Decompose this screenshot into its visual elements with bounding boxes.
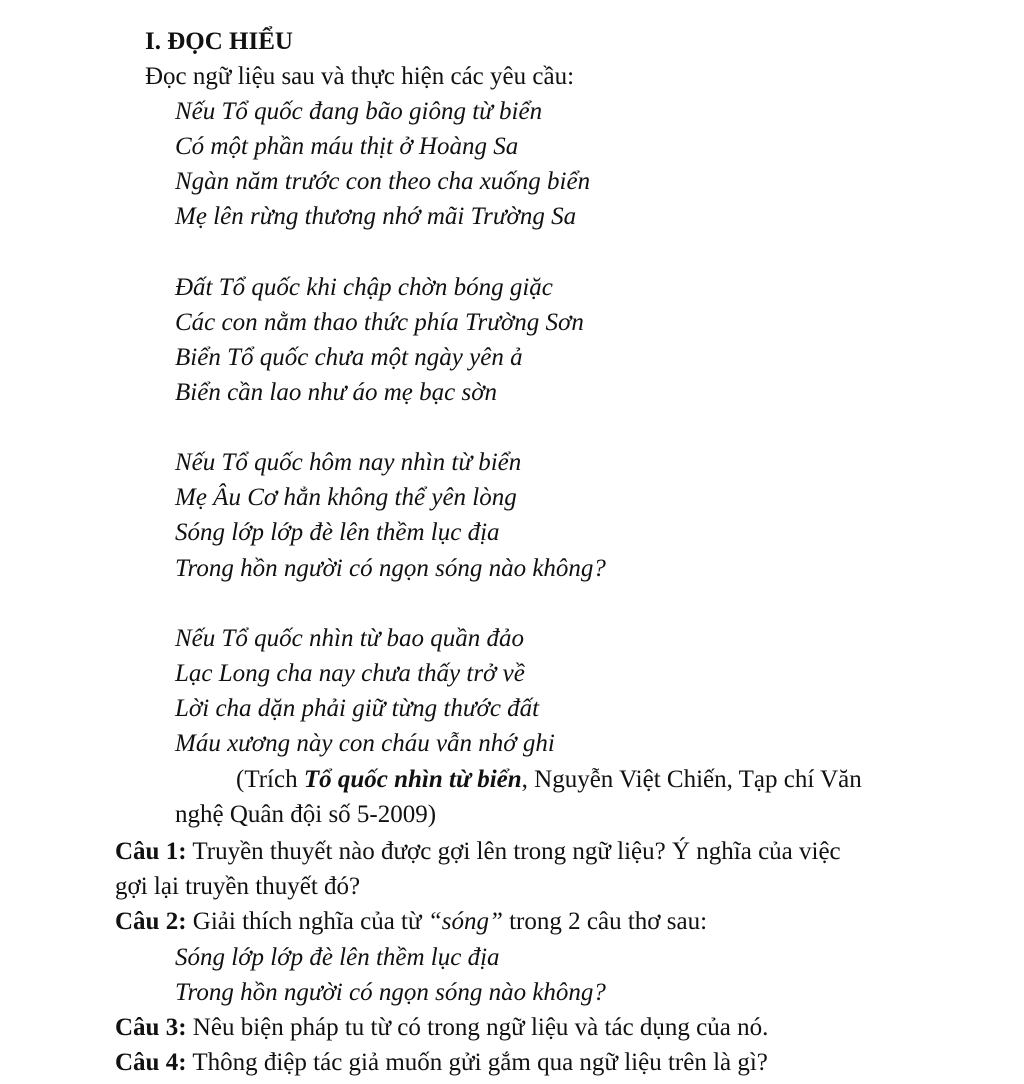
poem-line: Trong hồn người có ngọn sóng nào không? <box>175 555 606 582</box>
citation-line-2: nghệ Quân đội số 5-2009) <box>175 801 437 828</box>
instruction-text: Đọc ngữ liệu sau và thực hiện các yêu cầu: <box>145 63 575 90</box>
poem-line: Biển cần lao như áo mẹ bạc sờn <box>175 379 498 406</box>
poem-line: Đất Tổ quốc khi chập chờn bóng giặc <box>175 274 553 301</box>
question-2 <box>115 907 707 937</box>
question-label: Câu 1: <box>115 838 187 865</box>
poem-line: Lạc Long cha nay chưa thấy trở về <box>175 660 525 687</box>
question-text: Giải thích nghĩa của từ <box>186 908 428 935</box>
question-text: Thông điệp tác giả muốn gửi gắm qua ngữ liệu trên là gì? <box>186 1049 768 1076</box>
poem-line: Mẹ lên rừng thương nhớ mãi Trường Sa <box>175 203 577 230</box>
question-text: Nêu biện pháp tu từ có trong ngữ liệu và tác dụng của nó. <box>186 1014 769 1041</box>
question-text: Truyền thuyết nào được gợi lên trong ngữ liệu? Ý nghĩa của việc <box>186 838 841 865</box>
question-label: Câu 4: <box>115 1049 187 1076</box>
poem-line: Các con nằm thao thức phía Trường Sơn <box>175 309 584 336</box>
citation-suffix: , Nguyễn Việt Chiến, Tạp chí Văn <box>521 766 862 793</box>
poem-line: Nếu Tổ quốc hôm nay nhìn từ biển <box>175 449 522 476</box>
citation <box>236 765 862 795</box>
question-label: Câu 3: <box>115 1014 187 1041</box>
question-label: Câu 2: <box>115 908 187 935</box>
poem-line: Biển Tổ quốc chưa một ngày yên ả <box>175 344 523 371</box>
citation-work-title: Tổ quốc nhìn từ biển <box>303 766 522 793</box>
poem-line: Máu xương này con cháu vẫn nhớ ghi <box>175 730 555 757</box>
poem-line: Lời cha dặn phải giữ từng thước đất <box>175 695 540 722</box>
question-text: trong 2 câu thơ sau: <box>502 908 708 935</box>
poem-line: Nếu Tổ quốc đang bão giông từ biển <box>175 98 543 125</box>
question-4 <box>115 1048 768 1078</box>
poem-line: Mẹ Âu Cơ hẳn không thể yên lòng <box>175 484 517 511</box>
poem-line: Có một phần máu thịt ở Hoàng Sa <box>175 133 519 160</box>
section-heading: I. ĐỌC HIỂU <box>145 28 293 55</box>
quoted-verse-line: Trong hồn người có ngọn sóng nào không? <box>175 979 606 1006</box>
poem-line: Ngàn năm trước con theo cha xuống biển <box>175 168 591 195</box>
question-3 <box>115 1013 768 1043</box>
question-1-continued: gợi lại truyền thuyết đó? <box>115 873 361 900</box>
poem-line: Sóng lớp lớp đè lên thềm lục địa <box>175 519 500 546</box>
quoted-verse-line: Sóng lớp lớp đè lên thềm lục địa <box>175 944 500 971</box>
question-1 <box>115 837 841 867</box>
quoted-word: “sóng” <box>427 908 503 935</box>
poem-line: Nếu Tổ quốc nhìn từ bao quần đảo <box>175 625 525 652</box>
citation-prefix: (Trích <box>236 766 304 793</box>
